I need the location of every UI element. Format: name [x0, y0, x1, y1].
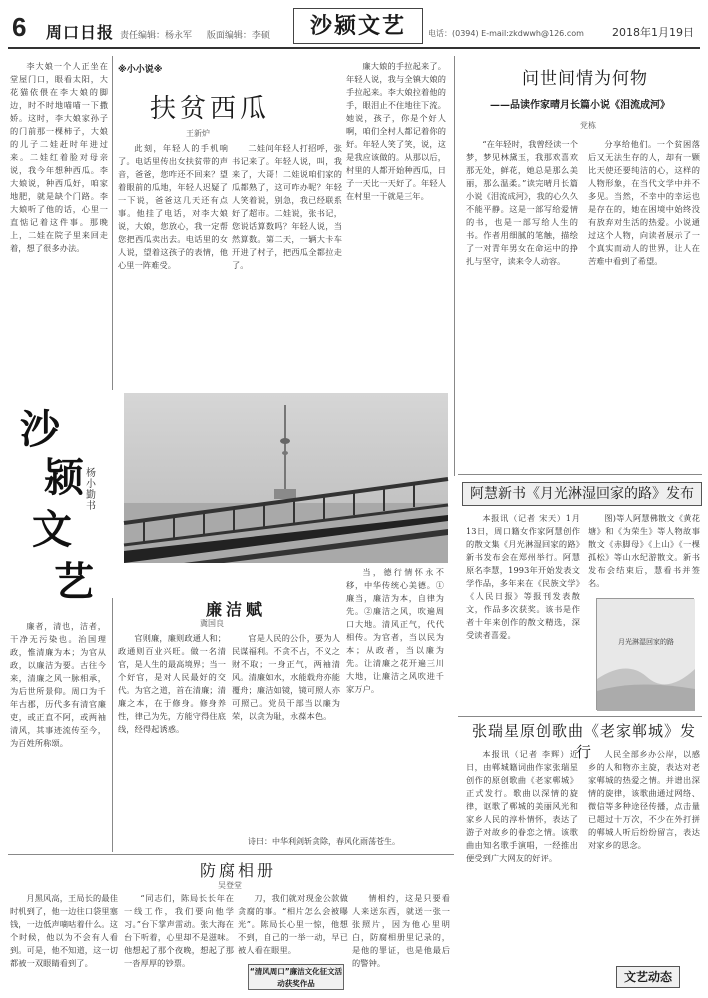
photo-credit: 小卫摄 [542, 944, 549, 972]
section-title: 沙颍文艺 [293, 8, 423, 44]
story1-text-b: 此刻，年轻人的手机响了。电话里传出女扶贫带的声音，爸爸，您咋还不回来？望着眼前的瓜地，年轻人迟疑了一下说，爸爸这几天还有点事。他挂了电话，对李大娘说，大娘，您放心，我一定帮您把西瓜卖出去。电话里的女人说，望着这孩子的表情，他心里一阵难受。 [118, 143, 228, 270]
fangfu-text-k: “同志们，陈局长长年在一线工作，我们要向他学习。”台下掌声雷动。张大海在台下听着，心里却不是滋味。他想起了那个夜晚，想起了那一沓厚厚的钞票。 [124, 893, 234, 968]
story1-column-a [10, 60, 108, 388]
story1-text-a: 李大娘一个人正坐在堂屋门口，眼看太阳，大花猫依偎在李大娘的脚边，时不时地喵喵一下撒娇。这时，李大娘家孙子的门前那一棵柿子，大娘的儿子二娃赶时年进过来。二娃红着脸对母亲说，我今年想种西瓜。李大娘说，种西瓜好，咱家地肥，就是缺个门路。李大娘听了他的话，心里一直惦记着这件事。那晚上，二娃在院子里来回走着，想了很多办法。 [10, 61, 108, 253]
review-author: 党栋 [580, 121, 596, 130]
story1-column-b [118, 142, 228, 388]
story1-author: 王新炉 [186, 129, 210, 138]
railway-photo-art [124, 393, 448, 563]
review-title: 问世间情为何物 [522, 69, 648, 89]
fangfu-column-k [124, 892, 234, 990]
story1-column-c [232, 142, 342, 388]
news2-title: 张瑞星原创歌曲《老家郸城》发行 [471, 722, 696, 761]
story1-title: 扶贫西瓜 [150, 94, 271, 124]
story1-column-d [346, 60, 446, 388]
section-divider [8, 854, 454, 855]
section-divider [458, 474, 702, 475]
editor: 责任编辑：杨永军 [120, 31, 193, 41]
calligraphy-signature: 杨小勤书 [86, 468, 96, 512]
fangfu-text-m: 情相约，这是只要看人来送东西，就送一张一张照片，因为他心里明白，防腐相册里记录的，是他的罪证，也是他最后的警钟。 [352, 893, 450, 968]
fangfu-author: 吴登堂 [218, 881, 242, 890]
column-divider [112, 598, 113, 852]
designer: 版面编辑：李硕 [206, 31, 270, 41]
column-tag: ※小小说※ [118, 65, 163, 75]
review-column-f [588, 138, 700, 454]
fangfu-text-j: 月黑风高，王局长的最佳时机到了，他一边往口袋里塞钱，一边低声嘀咕着什么。这个时候，他以为不会有人看到。可是，他不知道，这一切都被一双眼睛看到了。 [10, 893, 118, 968]
fangfu-column-m [352, 892, 450, 990]
section-divider [458, 716, 702, 717]
header-divider [8, 47, 700, 49]
lianjie-column-g [118, 632, 226, 850]
story1-text-d: 廉大娘的手拉起来了。年轻人说，我与全镇大娘的手拉起来。李大娘拉着他的手，眼泪止不住地往下流。她说，孩子，你是个好人啊，咱们全村人都记着你的好。年轻人笑了笑，说，这是我应该做的。从那以后，村里的人都开始种西瓜，日子一天比一天好了。年轻人在村里一干就是三年。 [346, 61, 446, 201]
news1-title: 阿慧新书《月光淋湿回家的路》发布 [462, 482, 702, 506]
lianjie-poem [10, 620, 106, 850]
calligraphy-char: 颍 [44, 454, 84, 501]
review-column-e [466, 138, 578, 454]
review-subtitle: ——品读作家晴月长篇小说《泪流成河》 [490, 100, 670, 111]
book-cover [596, 598, 694, 710]
news1-column-o [588, 512, 700, 594]
review-text-f: 分享给他们。一个贫困落后又无法生存的人，却有一颗比天使还要纯洁的心，这样的人物形象，在当代文学中并不多见。当然，不幸中的幸运也是存在的，她在困境中始终没有放弃对生活的热爱。小说通过这个人物，向读者展示了一个真实而动人的世界，让人在苦难中看到了希望。 [588, 139, 700, 266]
lianjie-text-i: 当，德行情怀永不移，中华传统心美德。①廉当，廉洁为本，自律为先。②廉洁之风，吹遍周口大地。清风正气，代代相传。为官者，当以民为本；从政者，当以廉为先。让清廉之花开遍三川大地，让廉洁之风吹进千家万户。 [346, 567, 444, 694]
book-cover-art [597, 599, 695, 711]
email: E-mail:zkdwwh@126.com [481, 29, 584, 38]
lianjie-column-i [346, 566, 444, 832]
calligraphy [14, 398, 119, 613]
page-number: 6 [12, 12, 27, 42]
column-divider [112, 56, 113, 390]
news2-column-q [588, 748, 700, 962]
news1-text-n: 本报讯（记者 宋天）1月13日，周口籍女作家阿慧创作的散文集《月光淋湿回家的路》新书发布会在郑州举行。阿慧原名李慧，1993年开始发表文学作品，多年来在《民族文学》《人民日报》等报刊发表散文，作品多次获奖。该书是作者十年来创作的散文精选，深受读者喜爱。 [466, 513, 580, 640]
column-divider [454, 56, 455, 476]
review-text-e: “在年轻时，我曾经读一个梦，梦见林黛玉，我那欢喜欢那无处，鲜花，她总是那么美丽，那么温柔。”读完晴月长篇小说《泪流成河》，我的心久久不能平静。这是一部写给爱情的书，也是一部写给人生的书。作者用细腻的笔触，描绘了一对青年男女在命运中的挣扎与坚守，读来令人动容。 [466, 139, 578, 266]
masthead [8, 8, 700, 46]
lianjie-text-g: 官则廉，廉则政通人和；政通则百业兴旺。做一名清官，是人生的最高境界；当一个好官，是对人民最好的交代。为官之道，首在清廉；清廉之本，在于修身。修身养性，律己为先，方能守得住底线，经得起诱惑。 [118, 633, 226, 734]
calligraphy-char: 沙 [20, 406, 60, 453]
poem-ending: 诗曰：中华利剑斩贪除，春风化雨荡苍生。 [248, 837, 400, 846]
wenyi-column-tag: 文艺动态 [616, 966, 680, 988]
contact-line [428, 28, 584, 39]
phone: 电话：(0394) [428, 29, 479, 38]
lianjie-column-h [232, 632, 340, 832]
fangfu-column-l [238, 892, 348, 962]
paper-name: 周口日报 [46, 23, 115, 42]
story1-text-c: 二娃问年轻人打招呼，张书记来了。年轻人说，叫，我来了，大哥！二娃说咱们家的瓜都熟了，这可咋办呢？年轻人笑着说，别急，我已经联系好了超市。二娃说，张书记，您说话算数吗？年轻人说，当然算数。第二天，一辆大卡车开进了村子，把西瓜全都拉走了。 [232, 143, 342, 270]
book-title: 月光淋湿回家的路 [618, 638, 674, 646]
news1-text-o: 图)等人阿慧佛散文《黄花塘》和《为荣生》等人物故事散文《赤脚母》《上山》《一棵孤松》等山水纪游散文。新书发布会结束后，慧看书并签名。 [588, 513, 700, 588]
calligraphy-char: 文 [32, 506, 72, 553]
award-banner: “清风周口”廉洁文化征文活动获奖作品 [248, 964, 344, 990]
lianjie-title: 廉洁赋 [205, 600, 266, 619]
fangfu-text-l: 刀，我们就对现金公款做贪腐的事。“相片怎么会被曝光”。陈局长心里一惊，他想不到，自己的一举一动，早已被人看在眼里。 [238, 893, 348, 955]
fangfu-column-j [10, 892, 118, 990]
issue-date: 2018年1月19日 [612, 26, 694, 39]
news2-text-q: 人民全部乡办公岸，以感乡的人和物亦主旋，表达对老家郸城的热爱之情。并谱出深情的旋律，该歌曲通过网络、微信等多种途径传播，点击量已超过十万次，不少在外打拼的郸城人听后纷纷留言，表达对家乡的思念。 [588, 749, 700, 850]
news2-column-p [466, 748, 578, 990]
news2-text-p: 本报讯（记者 李辉）近日，由郸城籍词曲作家张瑞星创作的原创歌曲《老家郸城》正式发行。歌曲以深情的旋律，讴歌了郸城的美丽风光和家乡人民的淳朴情怀，表达了游子对故乡的眷恋之情。该歌曲由知名歌手演唱，一经推出便受到广大网友的好评。 [466, 749, 578, 863]
fangfu-title: 防腐相册 [200, 861, 277, 880]
news1-column-n [466, 512, 580, 712]
calligraphy-char: 艺 [54, 558, 94, 605]
lianjie-author: 冀国良 [200, 619, 224, 628]
editor-line [120, 28, 282, 41]
lianjie-text-h: 官是人民的公仆，要为人民谋福利。不贪不占，不义之财不取；一身正气，两袖清风。清廉如水，水能载舟亦能覆舟；廉洁如镜，镜可照人亦可照己。党员干部当以廉为荣，以贪为耻，永葆本色。 [232, 633, 340, 721]
lianjie-poem-text: 廉者，清也，洁者，干净无污染也。治国理政，惟清廉为本；为官从政，以廉洁为要。古往今来，清廉之风一脉相承，为后世所景仰。周口为千年古郡，历代多有清官廉吏，或正直不阿，或两袖清风，其事迹流传至今，为百姓所称颂。 [10, 621, 106, 748]
